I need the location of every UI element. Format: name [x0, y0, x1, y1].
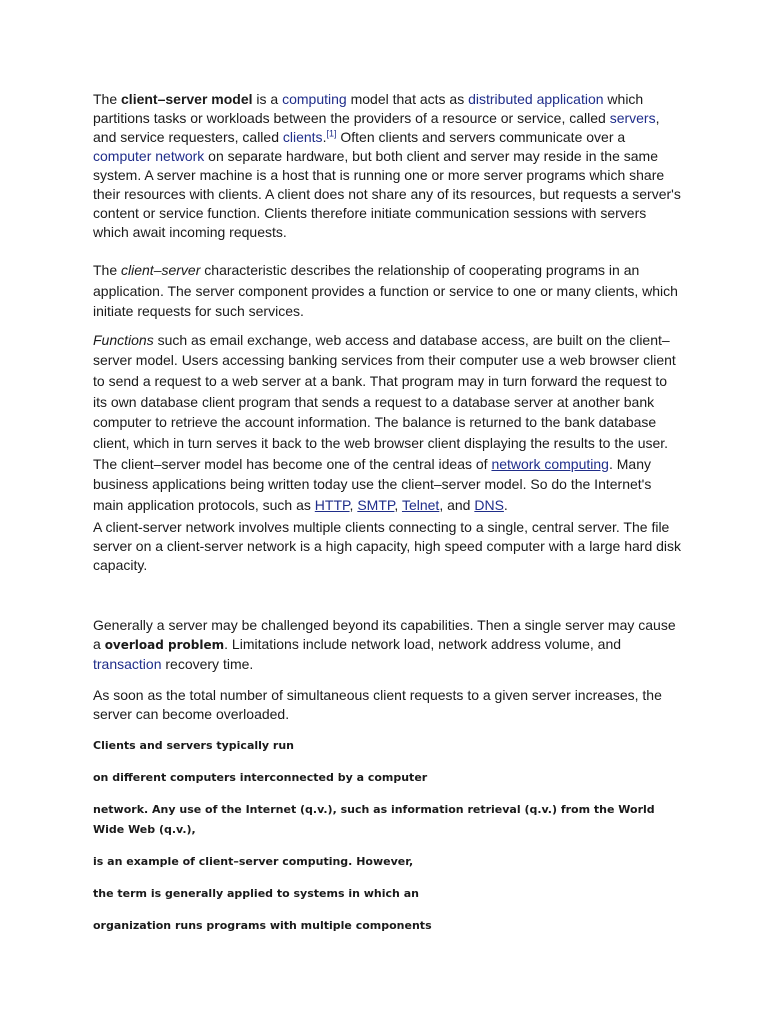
citation-1[interactable]: [1] [326, 128, 337, 139]
line-clients-servers: Clients and servers typically run [93, 738, 295, 752]
link-telnet[interactable]: Telnet [401, 497, 440, 514]
paragraph-characteristic: The client–server characteristic describes the relationship of cooperating programs in an application. The server component provides a function or service to one or many clients, which initiate requests for such services. [93, 262, 678, 319]
line-organization: organization runs programs with multiple components [93, 918, 432, 932]
line-example: is an example of client–server computing. However, [93, 854, 414, 868]
link-dns[interactable]: DNS [474, 497, 504, 514]
link-computing[interactable]: computing [282, 91, 347, 107]
link-computer-network[interactable]: computer network [93, 148, 205, 164]
link-clients[interactable]: clients [282, 129, 323, 145]
bold-term: client–server model [121, 91, 253, 107]
document-body [93, 90, 683, 936]
bold-overload-problem: overload problem [104, 637, 225, 652]
link-network-computing[interactable]: network computing [491, 455, 609, 472]
link-servers[interactable]: servers [609, 110, 656, 126]
line-term-applied: the term is generally applied to systems in which an [93, 886, 419, 900]
link-distributed-application[interactable]: distributed application [468, 91, 604, 107]
paragraph-client-server-model: The client–server model is a computing model that acts as distributed application which partitions tasks or workloads between the providers of a resource or service, called servers, and service requesters, called clients.[1] Often clients and servers communicate over a computer network on separate hardware, but both client and server may reside in the same system. A server machine is a host that is running one or more server programs which share their resources with clients. A client does not share any of its resources, but requests a server's content or service function. Clients therefore initiate communication sessions with servers which await incoming requests. [93, 91, 681, 240]
line-different-computers: on different computers interconnected by a computer [93, 770, 428, 784]
italic-functions: Functions [93, 331, 154, 348]
link-http[interactable]: HTTP [314, 497, 350, 514]
line-network-internet: network. Any use of the Internet (q.v.), such as information retrieval (q.v.) from the World Wide Web (q.v.), [93, 802, 655, 836]
link-smtp[interactable]: SMTP [357, 497, 395, 514]
paragraph-functions: Functions such as email exchange, web access and database access, are built on the client–server model. Users accessing banking services from their computer use a web browser client to send a request to a web server at a bank. That program may in turn forward the request to its own database client program that sends a request to a database server at another bank computer to retrieve the account information. The balance is returned to the bank database client, which in turn serves it back to the web browser client displaying the results to the user. The client–server model has become one of the central ideas of network computing. Many business applications being written today use the client–server model. So do the Internet's main application protocols, such as HTTP, SMTP, Telnet, and DNS. [93, 331, 676, 514]
paragraph-client-server-network: A client-server network involves multiple clients connecting to a single, central server. The file server on a client-server network is a high capacity, high speed computer with a large hard disk capacity. [93, 518, 682, 573]
paragraph-overload: Generally a server may be challenged beyond its capabilities. Then a single server may cause a overload problem. Limitations include network load, network address volume, and transaction recovery time. [93, 616, 676, 672]
link-transaction[interactable]: transaction [93, 655, 162, 672]
paragraph-simultaneous-requests: As soon as the total number of simultaneous client requests to a given server increases, the server can become overloaded. [93, 686, 662, 722]
italic-term: client–server [121, 262, 201, 278]
